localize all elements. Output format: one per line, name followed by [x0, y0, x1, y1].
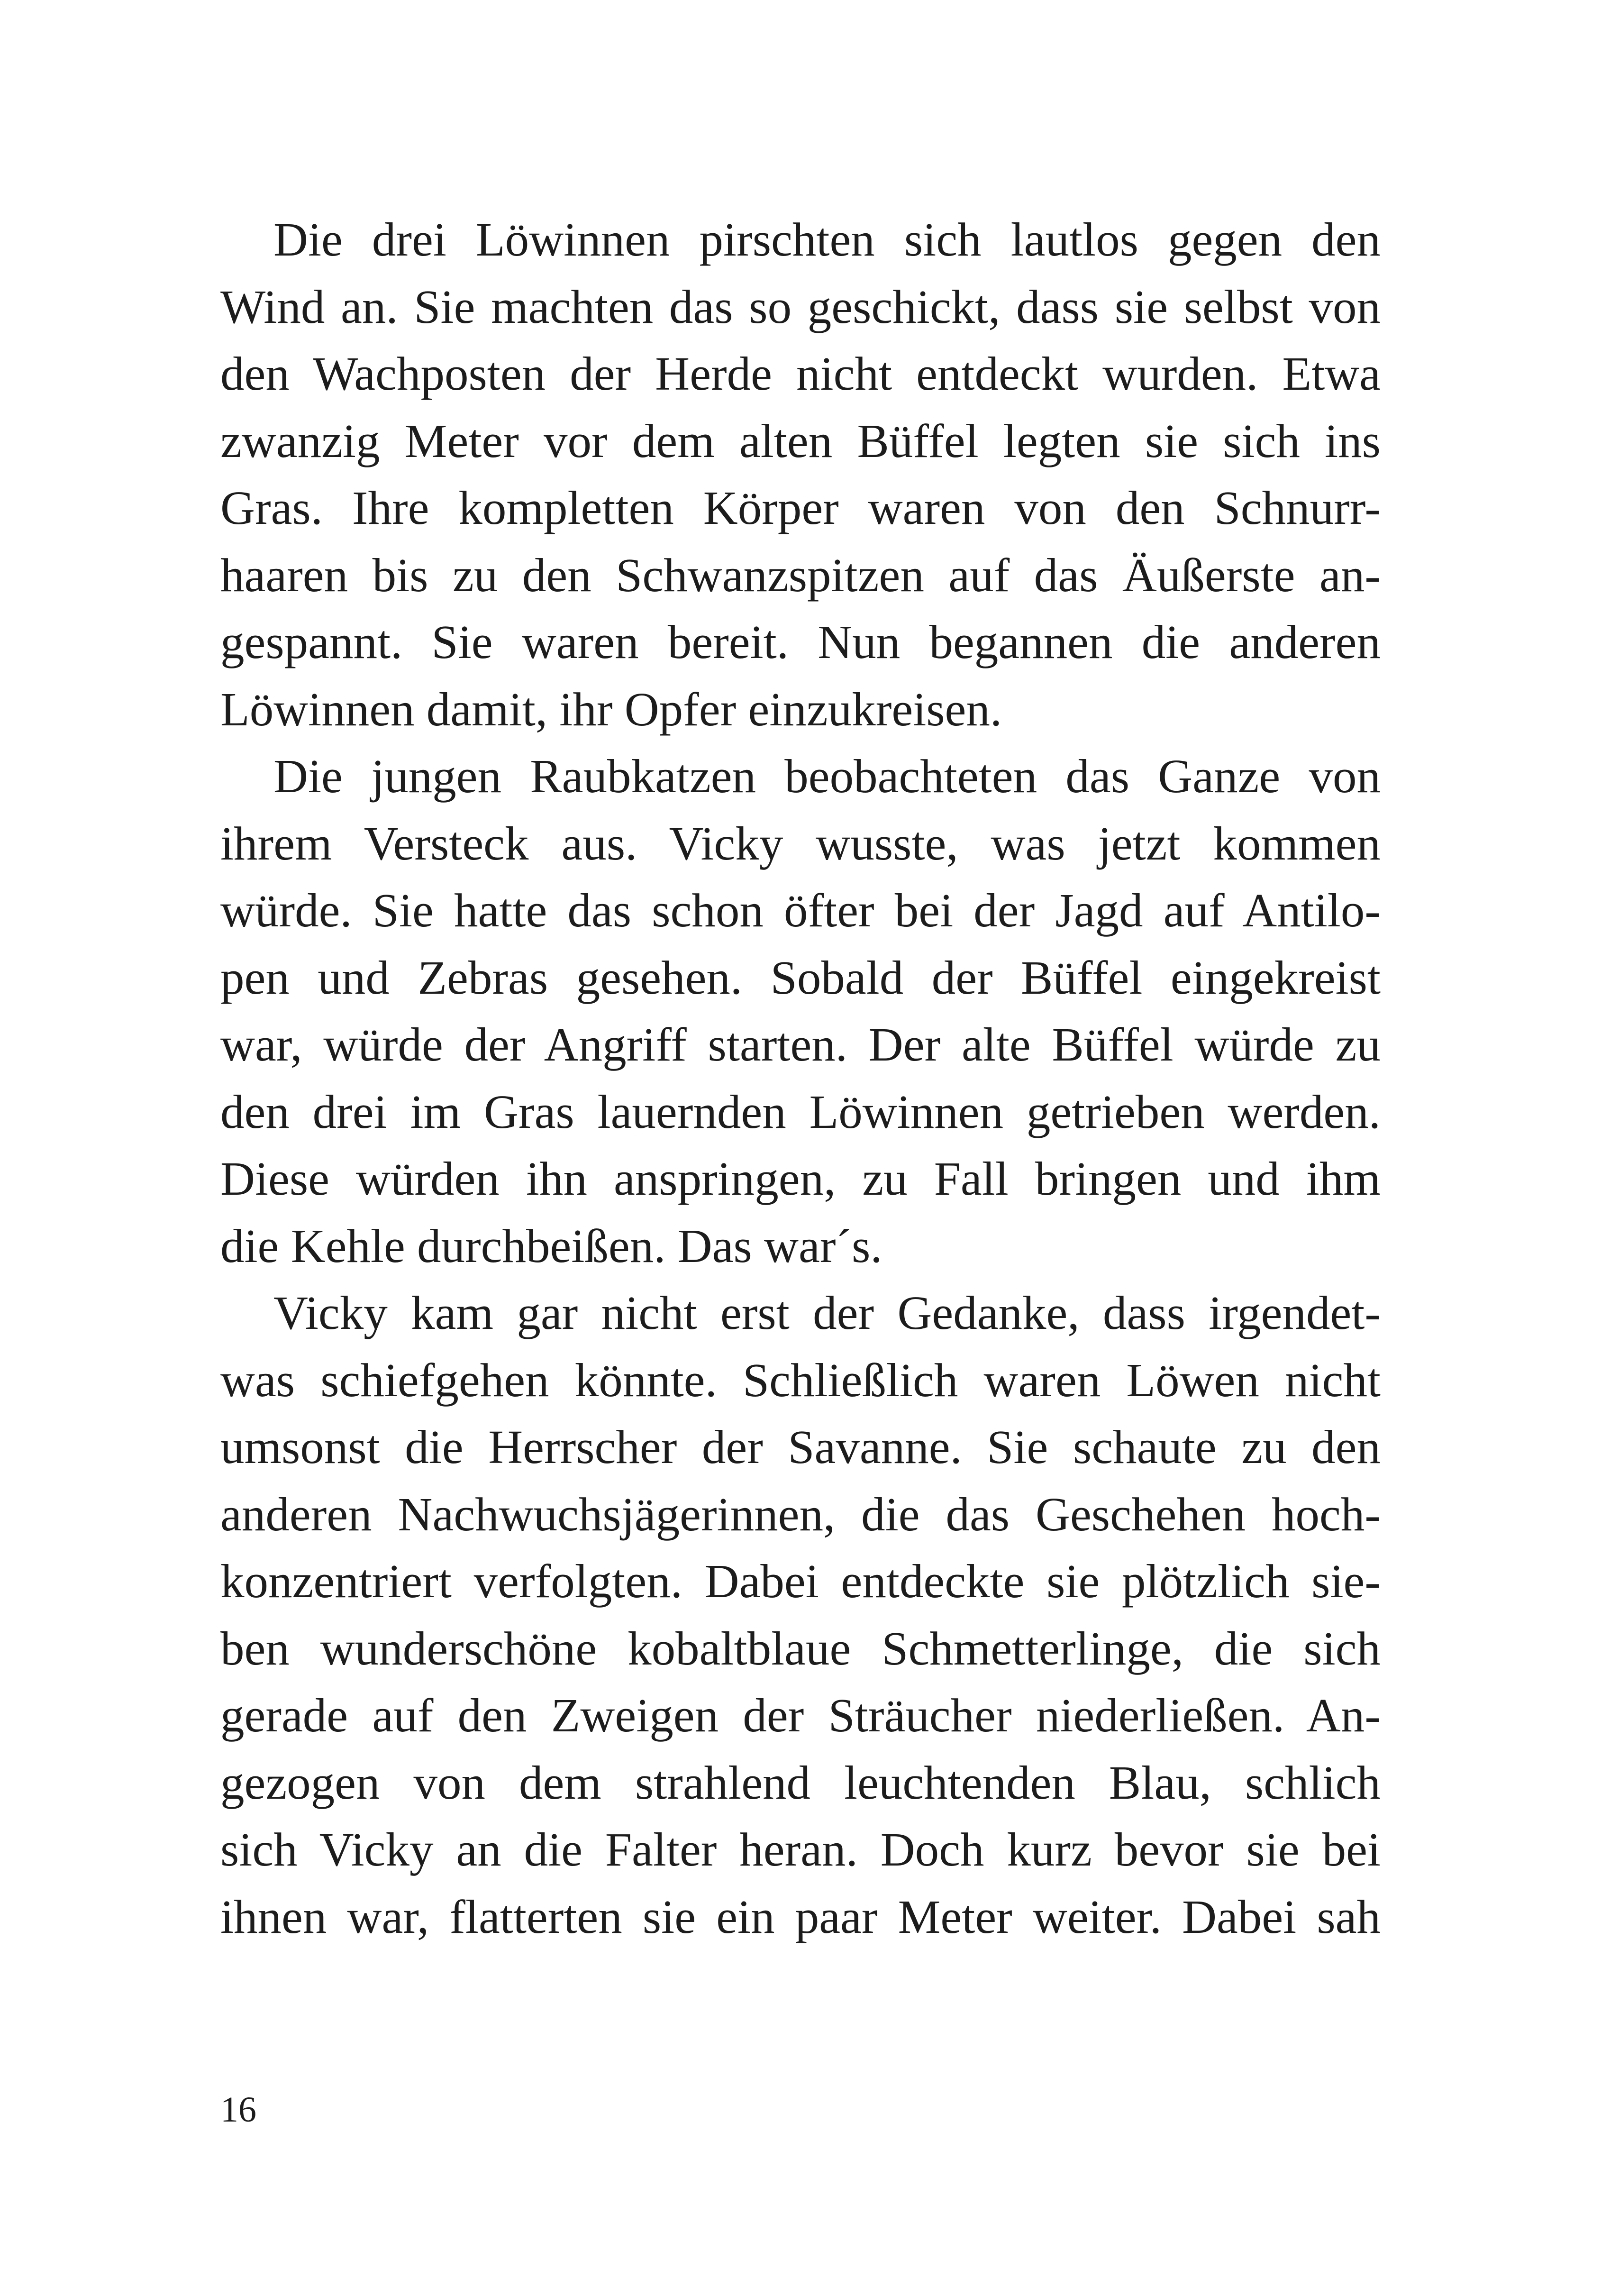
paragraph-2-line-8: die Kehle durchbeißen. Das war´s.: [220, 1219, 882, 1272]
paragraph-3-line-10: ihnen war, flatterten sie ein paar Meter weiter. Dabei sah: [220, 1890, 1381, 1943]
paragraph-2-line-1: Die jungen Raubkatzen beobachteten das Ganze von: [273, 750, 1381, 803]
paragraph-3-line-2: was schiefgehen könnte. Schließlich waren Löwen nicht: [220, 1353, 1381, 1407]
paragraph-2-line-7: Diese würden ihn anspringen, zu Fall bringen und ihm: [220, 1152, 1381, 1205]
paragraph-3-line-3: umsonst die Herrscher der Savanne. Sie schaute zu den: [220, 1420, 1381, 1473]
paragraph-1-line-7: gespannt. Sie waren bereit. Nun begannen die anderen: [220, 615, 1381, 668]
paragraph-3-line-4: anderen Nachwuchsjägerinnen, die das Geschehen hoch-: [220, 1487, 1381, 1541]
paragraph-2-line-6: den drei im Gras lauernden Löwinnen getrieben werden.: [220, 1085, 1381, 1138]
paragraph-1-line-4: zwanzig Meter vor dem alten Büffel legten sie sich ins: [220, 414, 1381, 467]
paragraph-3-line-6: ben wunderschöne kobaltblaue Schmetterlinge, die sich: [220, 1621, 1381, 1675]
paragraph-2-line-3: würde. Sie hatte das schon öfter bei der Jagd auf Antilo-: [220, 884, 1381, 937]
paragraph-2-line-2: ihrem Versteck aus. Vicky wusste, was jetzt kommen: [220, 816, 1381, 870]
paragraph-1-line-3: den Wachposten der Herde nicht entdeckt wurden. Etwa: [220, 347, 1381, 400]
paragraph-1-line-6: haaren bis zu den Schwanzspitzen auf das Äußerste an-: [220, 548, 1381, 602]
paragraph-1-line-2: Wind an. Sie machten das so geschickt, dass sie selbst von: [220, 280, 1381, 333]
paragraph-3-line-9: sich Vicky an die Falter heran. Doch kurz bevor sie bei: [220, 1823, 1381, 1876]
paragraph-3-line-5: konzentriert verfolgten. Dabei entdeckte sie plötzlich sie-: [220, 1555, 1381, 1608]
paragraph-3-line-7: gerade auf den Zweigen der Sträucher niederließen. An-: [220, 1689, 1381, 1742]
paragraph-2-line-4: pen und Zebras gesehen. Sobald der Büffel eingekreist: [220, 951, 1381, 1004]
page-number: 16: [220, 2090, 256, 2130]
body-text: [220, 206, 1381, 1950]
paragraph-1-line-8: Löwinnen damit, ihr Opfer einzukreisen.: [220, 682, 1002, 736]
paragraph-1-line-5: Gras. Ihre kompletten Körper waren von den Schnurr-: [220, 481, 1381, 534]
paragraph-1-line-1: Die drei Löwinnen pirschten sich lautlos gegen den: [273, 213, 1381, 266]
paragraph-3-line-1: Vicky kam gar nicht erst der Gedanke, dass irgendet-: [273, 1286, 1381, 1339]
paragraph-3-line-8: gezogen von dem strahlend leuchtenden Blau, schlich: [220, 1756, 1381, 1809]
paragraph-2-line-5: war, würde der Angriff starten. Der alte Büffel würde zu: [220, 1018, 1381, 1071]
